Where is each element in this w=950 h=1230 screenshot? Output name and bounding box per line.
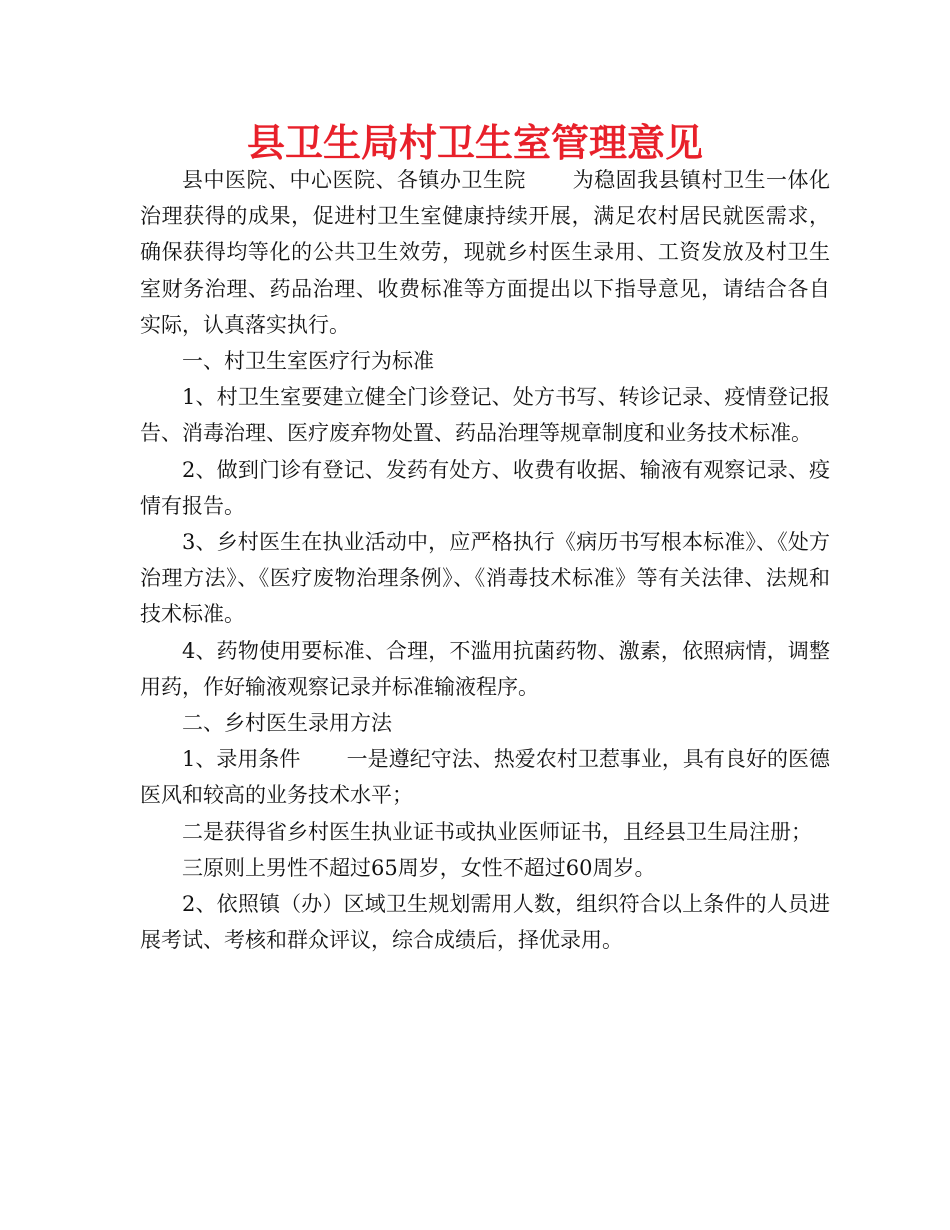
- paragraph-item: [140, 741, 830, 813]
- paragraph-item: 1、村卫生室要建立健全门诊登记、处方书写、转诊记录、疫情登记报告、消毒治理、医疗废弃物处置、药品治理等规章制度和业务技术标准。: [140, 385, 830, 446]
- section-heading-2: 二、乡村医生录用方法: [182, 711, 392, 736]
- paragraph-item: 2、做到门诊有登记、发药有处方、收费有收据、输液有观察记录、疫情有报告。: [140, 457, 830, 518]
- paragraph-item: 二是获得省乡村医生执业证书或执业医师证书，且经县卫生局注册；: [182, 819, 812, 844]
- section-heading-1: 一、村卫生室医疗行为标准: [182, 349, 434, 374]
- document-body: [140, 162, 830, 958]
- paragraph-intro: [140, 162, 830, 343]
- paragraph-item: 三原则上男性不超过65周岁，女性不超过60周岁。: [182, 855, 656, 880]
- paragraph-text: 为稳固我县镇村卫生一体化治理获得的成果，促进村卫生室健康持续开展，满足农村居民就医需求，确保获得均等化的公共卫生效劳，现就乡村医生录用、工资发放及村卫生室财务治理、药品治理、收费标准等方面提出以下指导意见，请结合各自实际，认真落实执行。: [140, 168, 831, 337]
- paragraph-item: 2、依照镇（办）区域卫生规划需用人数，组织符合以上条件的人员进展考试、考核和群众评议，综合成绩后，择优录用。: [140, 892, 830, 953]
- paragraph-lead: 1、录用条件: [182, 747, 301, 772]
- paragraph-text: 一是遵纪守法、热爱农村卫惹事业，具有良好的医德医风和较高的业务技术水平；: [140, 747, 830, 808]
- document-title: 县卫生局村卫生室管理意见: [246, 121, 703, 165]
- paragraph-item: 3、乡村医生在执业活动中，应严格执行《病历书写根本标准》、《处方治理方法》、《医疗废物治理条例》、《消毒技术标准》等有关法律、法规和技术标准。: [140, 530, 830, 627]
- paragraph-item: 4、药物使用要标准、合理，不滥用抗菌药物、激素，依照病情，调整用药，作好输液观察记录并标准输液程序。: [140, 638, 830, 699]
- paragraph-lead: 县中医院、中心医院、各镇办卫生院: [182, 168, 526, 192]
